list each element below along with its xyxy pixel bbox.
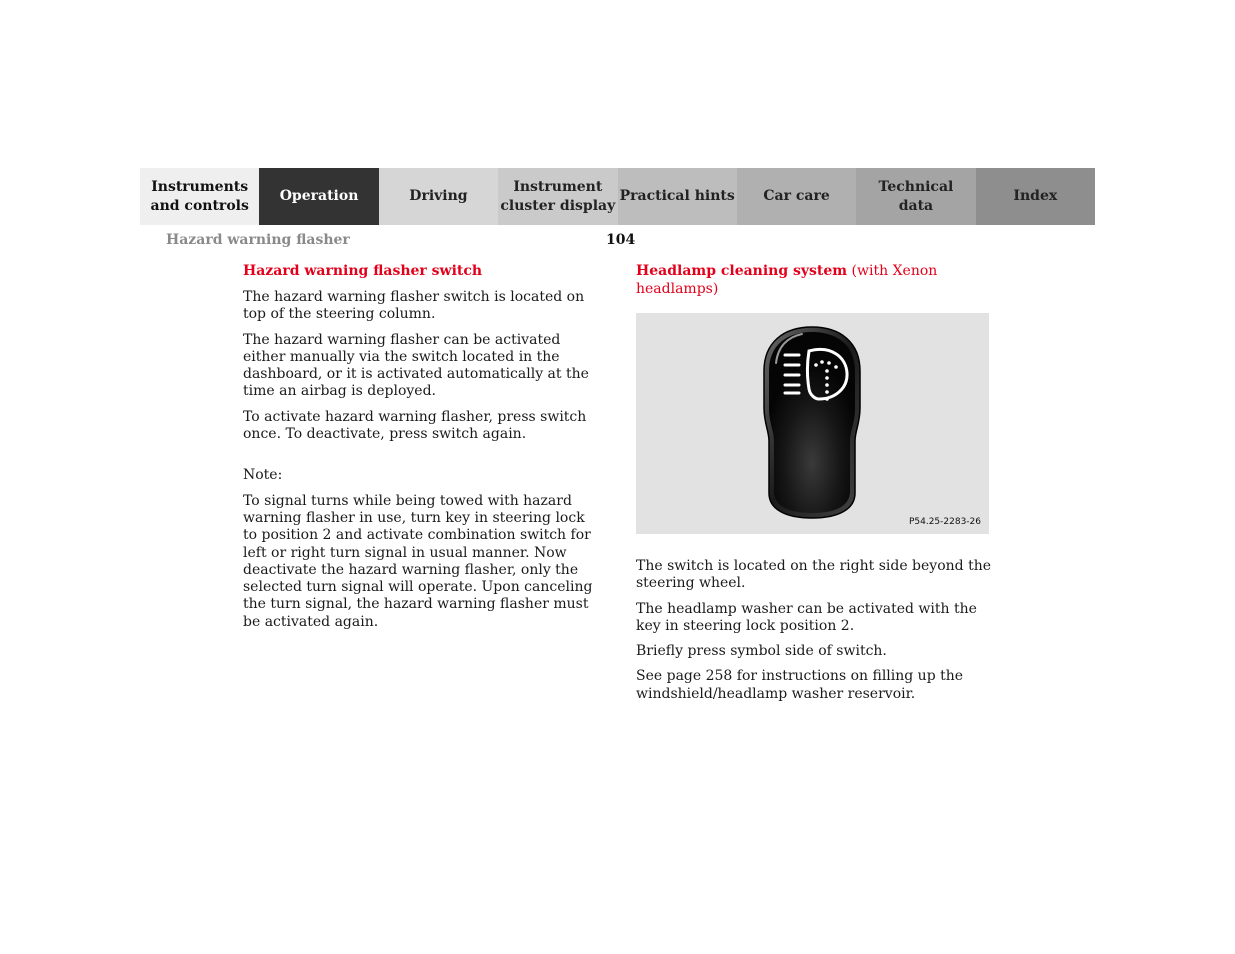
chapter-tab-bar <box>140 168 1095 225</box>
tab-technical-data[interactable]: Technical data <box>856 168 975 225</box>
tab-instruments-and-controls[interactable]: Instruments and controls <box>140 168 259 225</box>
page-number: 104 <box>606 232 636 248</box>
paragraph: To activate hazard warning flasher, press switch once. To deactivate, press switch again. <box>243 408 587 443</box>
section-title: Hazard warning flasher <box>166 232 350 248</box>
hazard-flasher-heading: Hazard warning flasher switch <box>243 263 483 279</box>
right-column <box>636 262 996 711</box>
tab-operation[interactable]: Operation <box>259 168 378 225</box>
paragraph: The headlamp washer can be activated with the key in steering lock position 2. <box>636 600 977 634</box>
tab-driving[interactable]: Driving <box>379 168 498 225</box>
paragraph: The hazard warning flasher switch is located on top of the steering column. <box>243 289 585 323</box>
headlamp-washer-switch-figure <box>636 313 989 534</box>
paragraph: See page 258 for instructions on filling up the windshield/headlamp washer reservoir. <box>636 668 964 702</box>
paragraph: The switch is located on the right side beyond the steering wheel. <box>636 558 991 592</box>
tab-car-care[interactable]: Car care <box>737 168 856 225</box>
tab-index[interactable]: Index <box>976 168 1095 225</box>
heading-qualifier: (with Xenon headlamps) <box>636 263 938 297</box>
tab-practical-hints[interactable]: Practical hints <box>618 168 737 225</box>
tab-instrument-cluster-display[interactable]: Instrument cluster display <box>498 168 617 225</box>
left-column <box>243 262 603 639</box>
figure-code: P54.25-2283-26 <box>908 516 981 527</box>
headlamp-washer-switch-illustration <box>636 313 989 534</box>
headlamp-cleaning-heading <box>636 262 996 298</box>
note-label: Note: <box>243 467 283 484</box>
note-text: To signal turns while being towed with hazard warning flasher in use, turn key in steering lock to position 2 and activate combination switch for left or right turn signal in usual manner. Now deactivate the hazard warning flasher, only the selected turn signal will operate. Upon canceling the turn signal, the hazard warning flasher must be activated again. <box>243 492 593 630</box>
heading-main: Headlamp cleaning system <box>636 263 848 279</box>
paragraph: The hazard warning flasher can be activated either manually via the switch located in the dashboard, or it is activated automatically at the time an airbag is deployed. <box>243 331 589 400</box>
paragraph: Briefly press symbol side of switch. <box>636 643 887 660</box>
